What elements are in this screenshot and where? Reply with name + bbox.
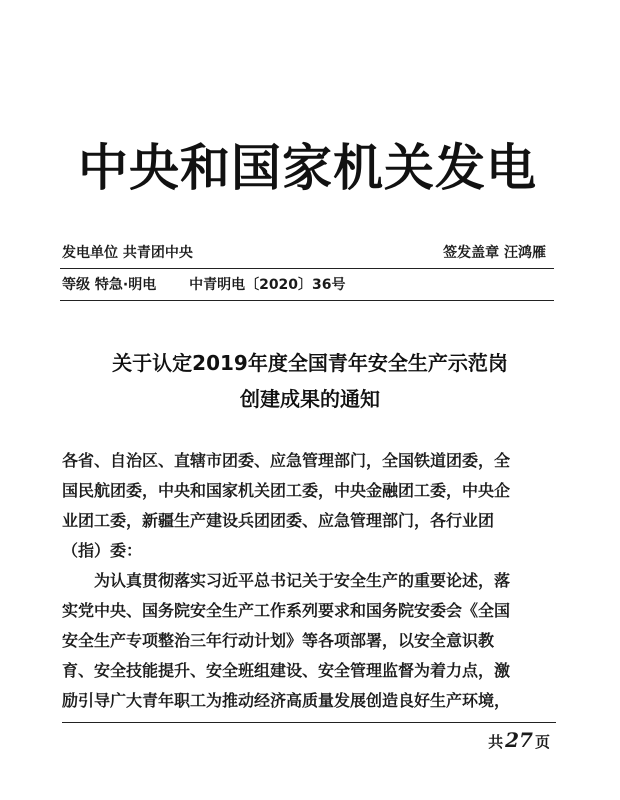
level-label: 等级 [62,277,90,293]
body-line: 育、安全技能提升、安全班组建设、安全管理监督为着力点，激 [62,661,511,680]
body-line: 安全生产专项整治三年行动计划》等各项部署，以安全意识教 [62,631,495,650]
body-line: （指）委： [62,541,143,560]
body-line: 国民航团委，中央和国家机关团工委，中央金融团工委，中央企 [62,481,511,500]
signer-value: 汪鸿雁 [504,245,546,261]
notice-body [62,446,558,716]
body-line: 各省、自治区、直辖市团委、应急管理部门，全国铁道团委，全 [62,451,511,470]
sender-value: 共青团中央 [122,245,193,261]
page-count-number: 27 [505,728,533,752]
footer-divider [62,722,556,723]
document-number: 中青明电〔2020〕36号 [189,277,346,293]
body-line: 为认真贯彻落实习近平总书记关于安全生产的重要论述，落 [62,571,511,590]
body-line: 业团工委，新疆生产建设兵团团委、应急管理部门，各行业团 [62,511,495,530]
notice-title-line-2: 创建成果的通知 [240,387,380,411]
sender-label: 发电单位 [62,245,118,261]
header-divider-2 [60,300,554,301]
level-value: 特急·明电 [94,277,157,293]
body-line: 励引导广大青年职工为推动经济高质量发展创造良好生产环境， [62,691,511,710]
sender-row [62,240,554,266]
body-line: 实党中央、国务院安全生产工作系列要求和国务院安委会《全国 [62,601,511,620]
notice-title-line-1: 关于认定2019年度全国青年安全生产示范岗 [112,351,508,375]
page-count [488,728,550,752]
signer-label: 签发盖章 [443,245,500,261]
signer-block [443,240,546,266]
header-divider-1 [60,268,554,269]
masthead-title: 中央和国家机关发电 [78,139,537,197]
level-row [62,272,554,298]
page-count-suffix: 页 [534,733,550,751]
page-count-prefix: 共 [488,733,504,751]
